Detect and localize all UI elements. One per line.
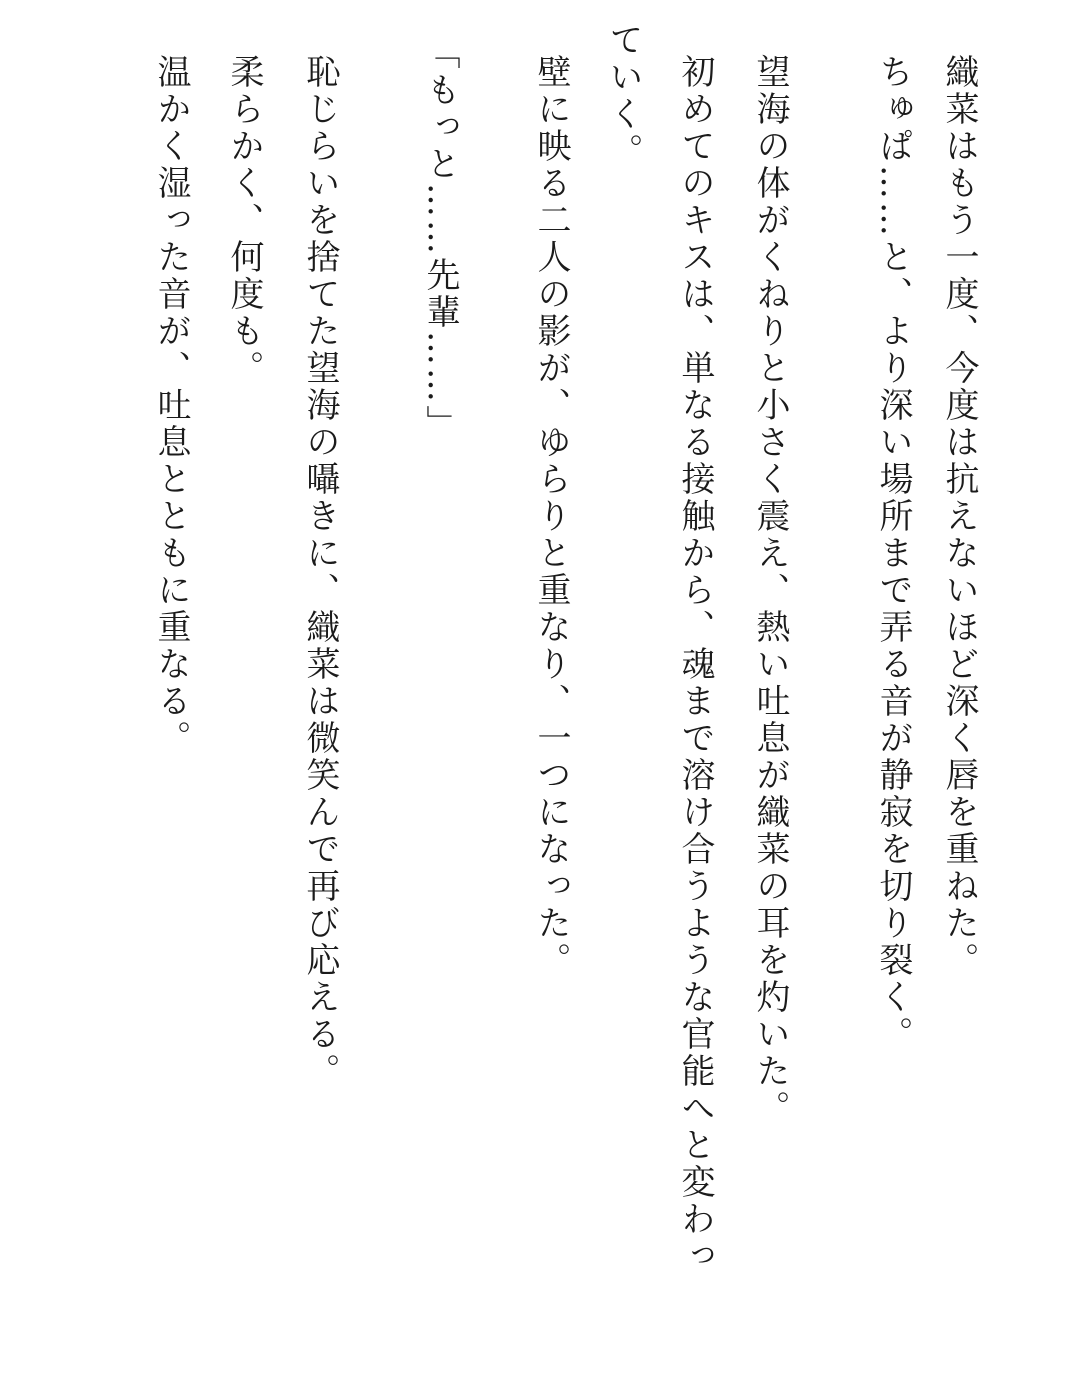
text-line: 恥じらいを捨てた望海の囁きに、織菜は微笑んで再び応える。: [300, 54, 340, 1090]
text-line: 温かく湿った音が、吐息とともに重なる。: [151, 54, 191, 757]
text-line: 壁に映る二人の影が、ゆらりと重なり、一つになった。: [531, 54, 571, 979]
text-line: 柔らかく、何度も。: [224, 54, 264, 387]
text-line: ていく。: [603, 22, 643, 170]
text-line: ちゅぱ……と、より深い場所まで弄る音が静寂を切り裂く。: [873, 54, 913, 1053]
text-line: 織菜はもう一度、今度は抗えないほど深く唇を重ねた。: [939, 54, 979, 979]
text-line: 初めてのキスは、単なる接触から、魂まで溶け合うような官能へと変わっ: [675, 54, 715, 1275]
text-line: 望海の体がくねりと小さく震え、熱い吐息が織菜の耳を灼いた。: [750, 54, 790, 1127]
text-line: 「もっと……先輩……」: [420, 35, 460, 442]
